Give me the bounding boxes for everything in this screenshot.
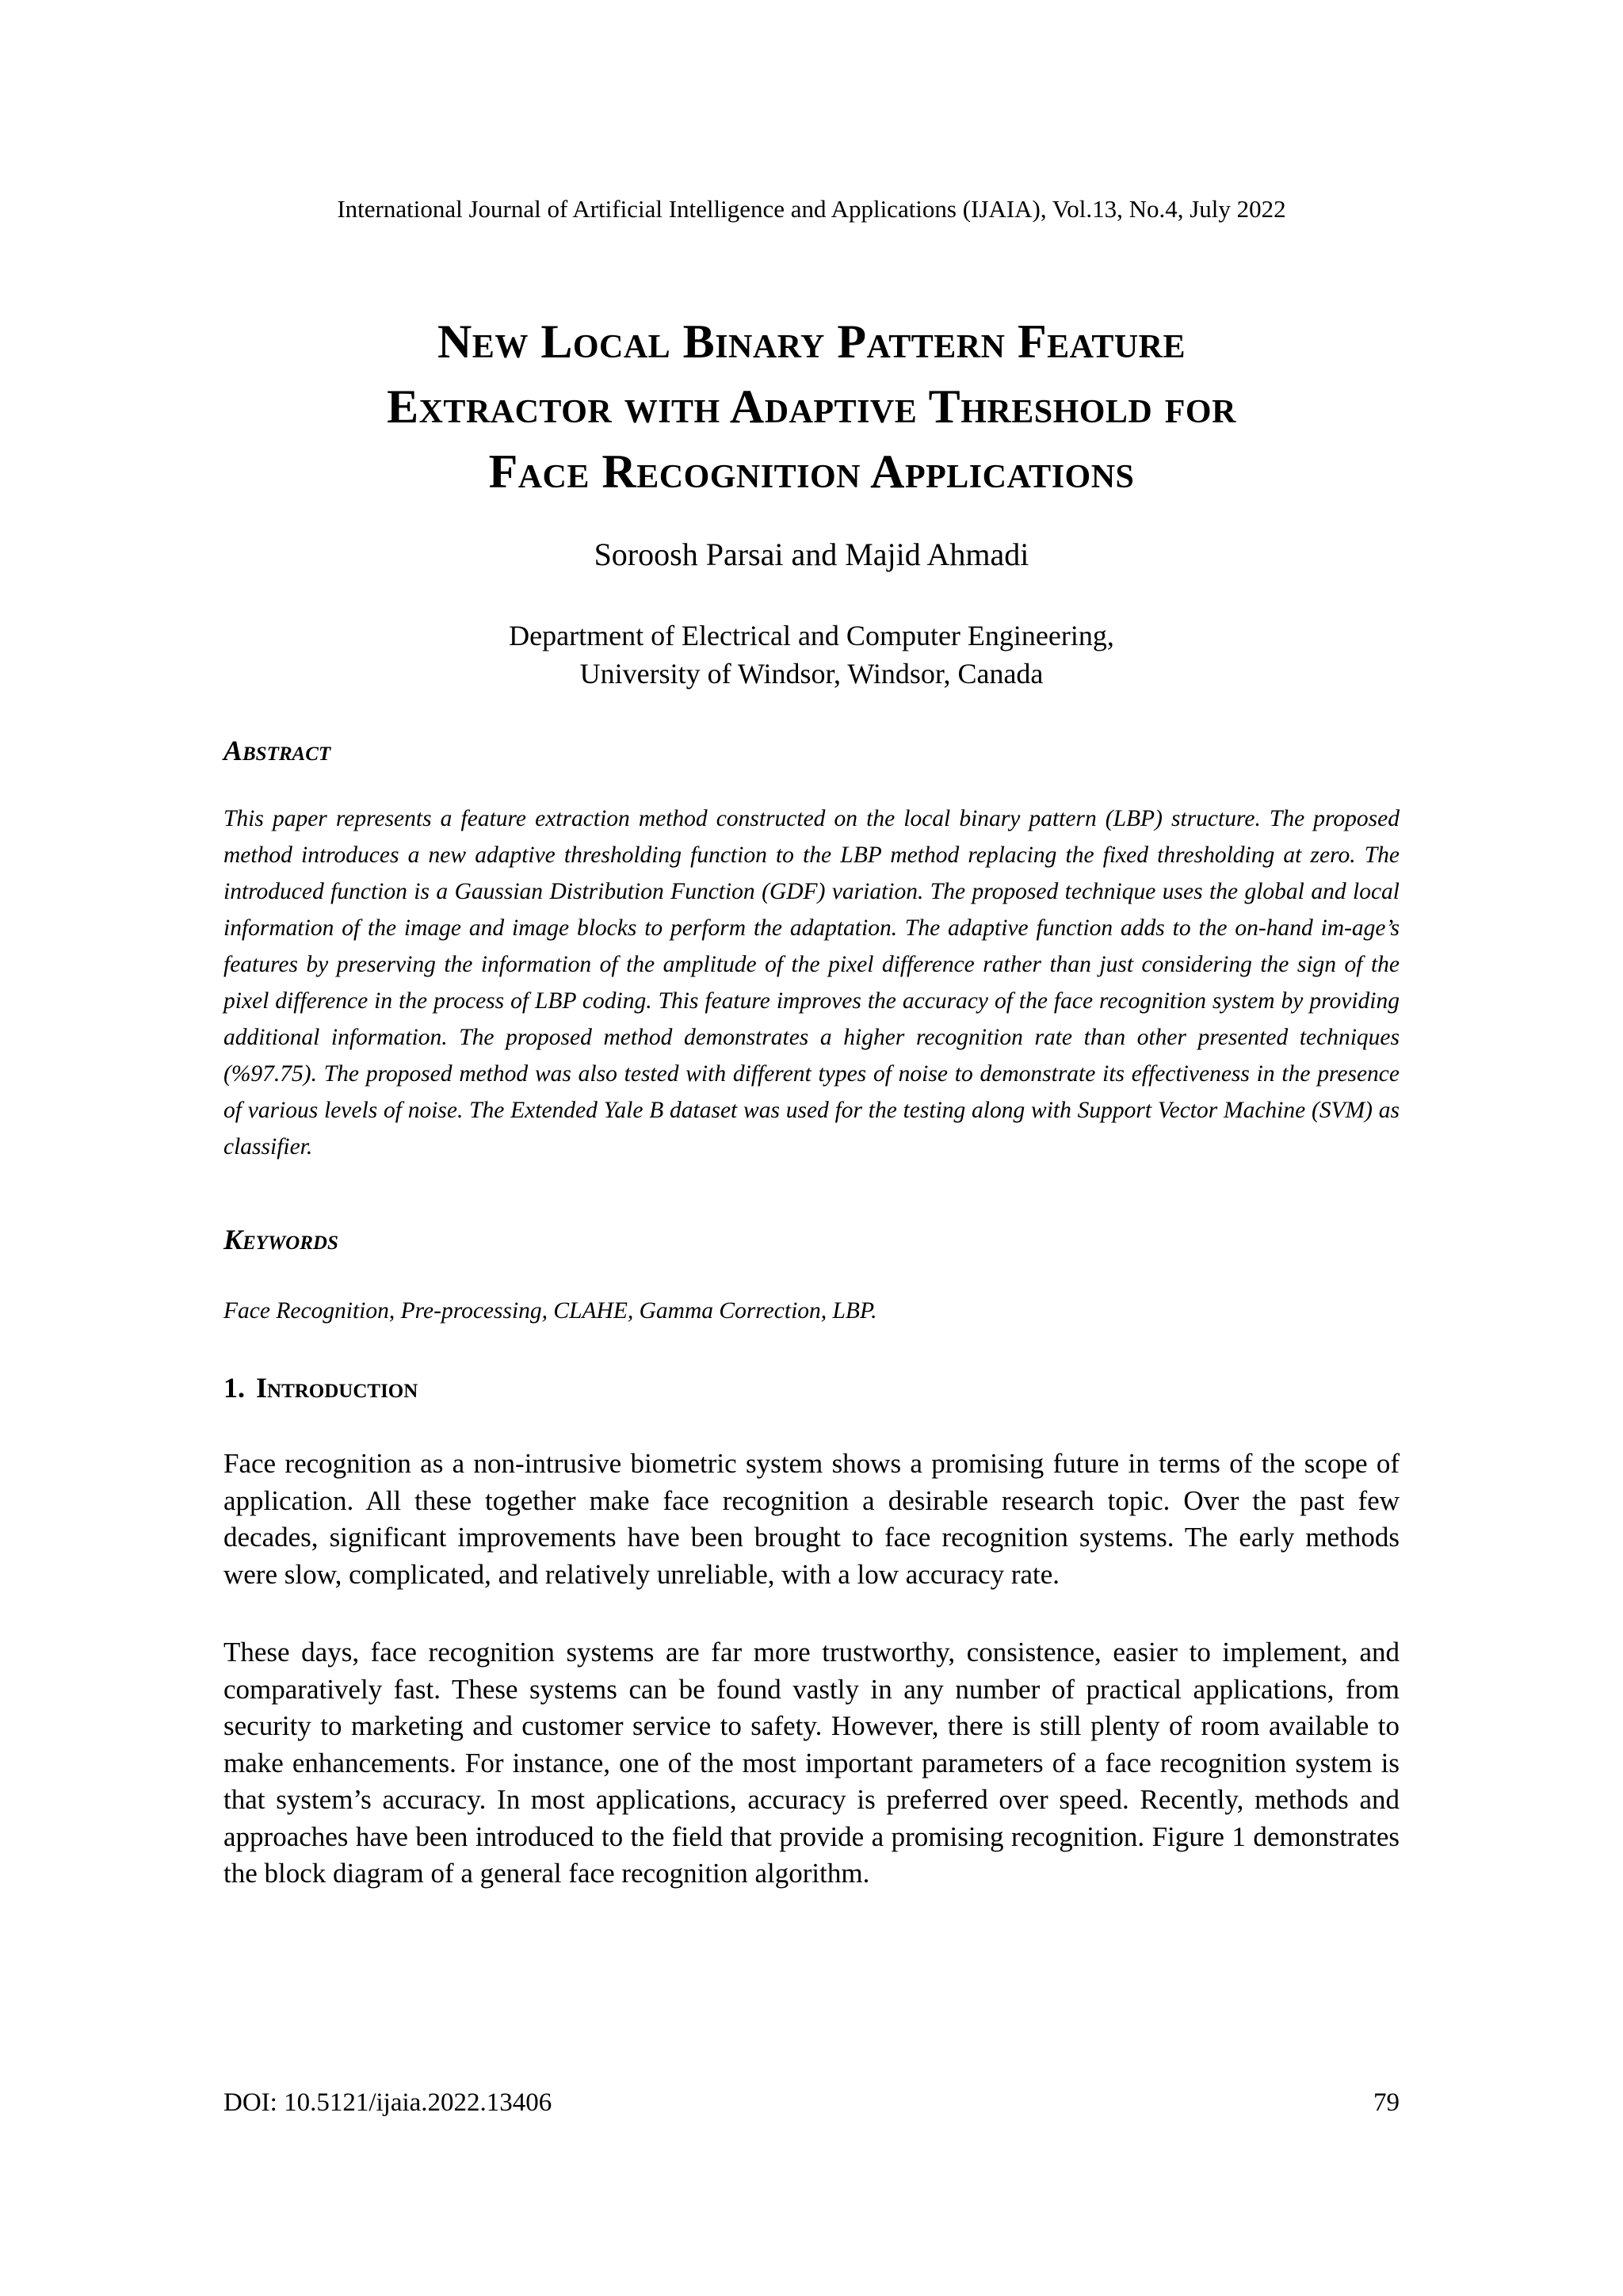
introduction-heading	[223, 1370, 418, 1406]
journal-running-header: International Journal of Artificial Intelligence and Applications (IJAIA), Vol.13, No.4, July 2022	[337, 195, 1286, 223]
title-line-3: Face Recognition Applications	[488, 445, 1135, 498]
intro-paragraph-1: Face recognition as a non-intrusive biometric system shows a promising future in terms of the scope of application. All these together make face recognition a desirable research topic. Over the past few decades, significant improvements have been brought to face recognition systems. The early methods were slow, complicated, and relatively unreliable, with a low accuracy rate.	[223, 1448, 1400, 1590]
title-line-2: Extractor with Adaptive Threshold for	[387, 380, 1236, 433]
paper-title	[0, 309, 1623, 504]
affiliation-line-1: Department of Electrical and Computer Engineering,	[509, 620, 1114, 651]
authors: Soroosh Parsai and Majid Ahmadi	[594, 537, 1029, 572]
footer-doi: DOI: 10.5121/ijaia.2022.13406	[223, 2088, 552, 2117]
abstract-text: This paper represents a feature extraction method constructed on the local binary pattern (LBP) structure. The proposed method introduces a new adaptive thresholding function to the LBP method replacing the fixed thresholding at zero. The introduced function is a Gaussian Distribution Function (GDF) variation. The proposed technique uses the global and local information of the image and image blocks to perform the adaptation. The adaptive function adds to the on-hand im-age’s features by preserving the information of the amplitude of the pixel difference rather than just considering the sign of the pixel difference in the process of LBP coding. This feature improves the accuracy of the face recognition system by providing additional information. The proposed method demonstrates a higher recognition rate than other presented techniques (%97.75). The proposed method was also tested with different types of noise to demonstrate its effectiveness in the presence of various levels of noise. The Extended Yale B dataset was used for the testing along with Support Vector Machine (SVM) as classifier.	[223, 806, 1400, 1159]
section-title: Introduction	[256, 1372, 418, 1404]
page-number: 79	[1373, 2088, 1400, 2117]
keywords-text: Face Recognition, Pre-processing, CLAHE, Gamma Correction, LBP.	[223, 1298, 877, 1324]
abstract-heading: Abstract	[223, 735, 331, 766]
section-number: 1.	[223, 1372, 245, 1404]
intro-paragraph-2: These days, face recognition systems are far more trustworthy, consistence, easier to implement, and comparatively fast. These systems can be found vastly in any number of practical applications, from security to marketing and customer service to safety. However, there is still plenty of room available to make enhancements. For instance, one of the most important parameters of a face recognition system is that system’s accuracy. In most applications, accuracy is preferred over speed. Recently, methods and approaches have been introduced to the field that provide a promising recognition. Figure 1 demonstrates the block diagram of a general face recognition algorithm.	[223, 1637, 1400, 1889]
affiliation-line-2: University of Windsor, Windsor, Canada	[579, 658, 1044, 690]
affiliation	[0, 617, 1623, 693]
keywords-heading: Keywords	[223, 1224, 338, 1255]
title-line-1: New Local Binary Pattern Feature	[437, 315, 1186, 368]
